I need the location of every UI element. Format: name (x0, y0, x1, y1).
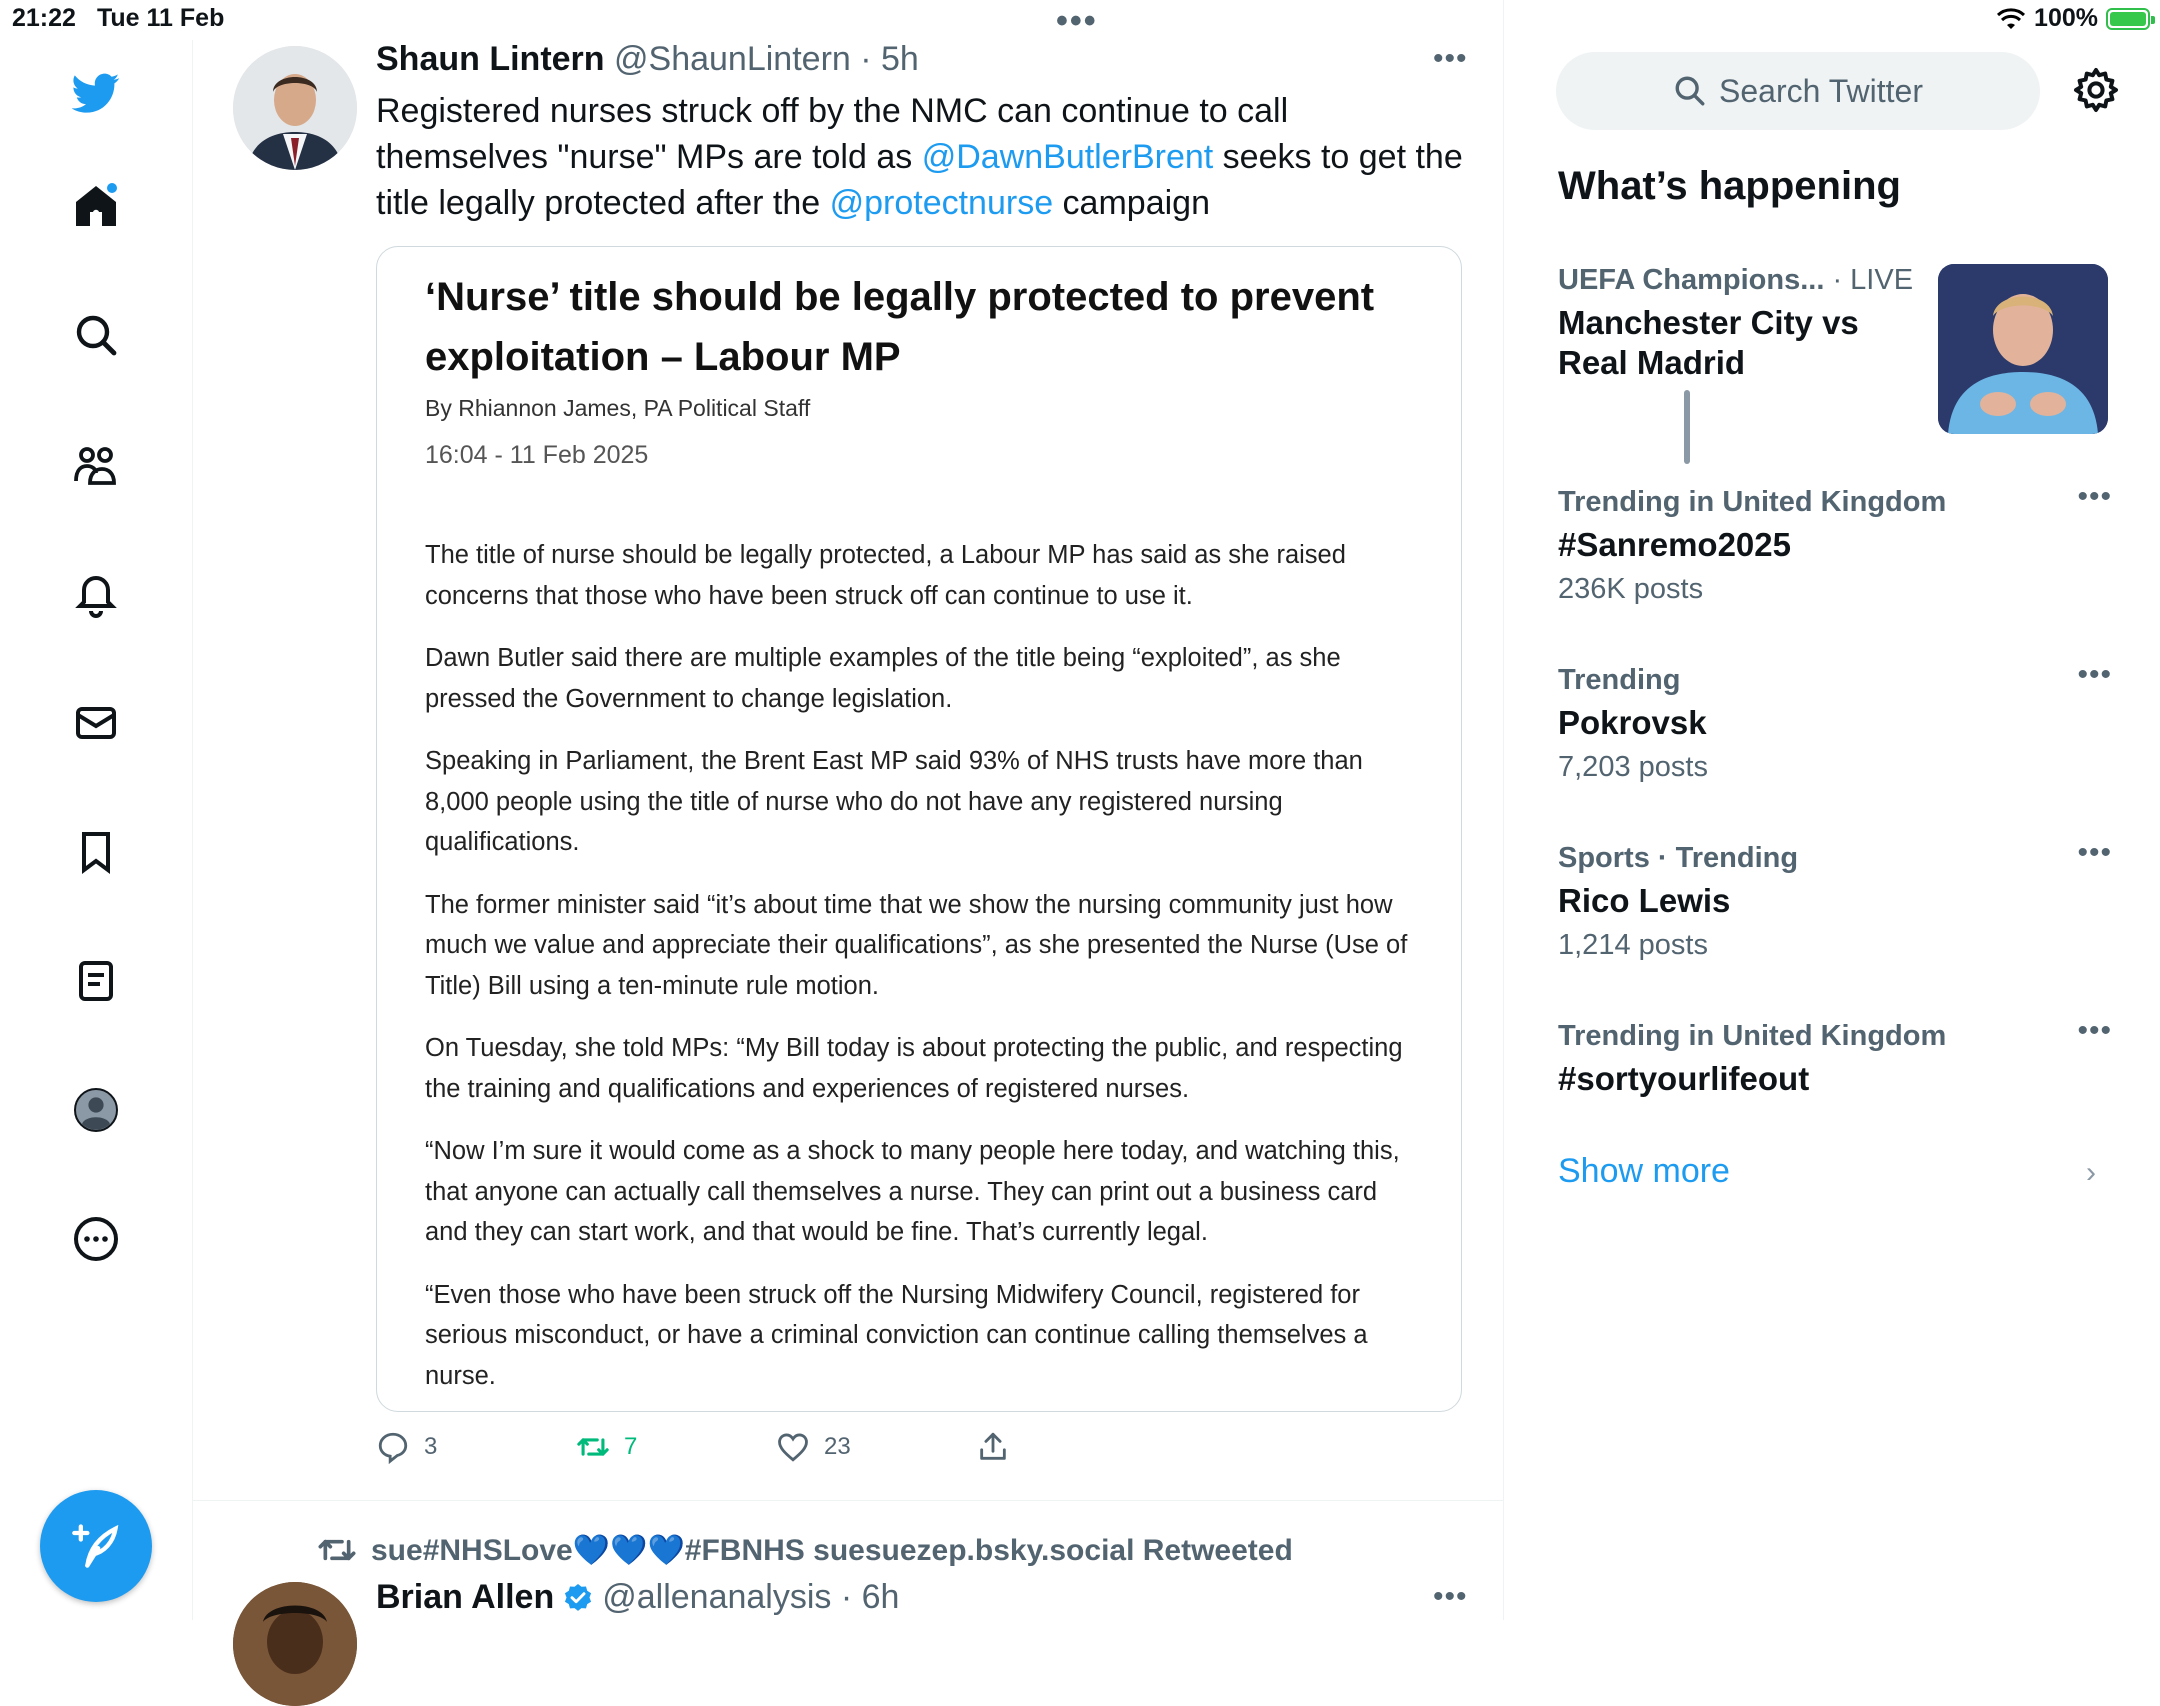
twitter-logo-icon[interactable] (66, 63, 126, 123)
article-body (425, 535, 1425, 1412)
trend-item[interactable] (1558, 480, 2118, 606)
retweet-icon (576, 1430, 610, 1464)
scrollbar[interactable] (1684, 390, 1690, 464)
tweet-text-part: Registered nurses struck off by the NMC can continue to call themselves "nurse" MPs are told as (376, 92, 1289, 176)
trend-count: 1,214 posts (1558, 929, 1708, 961)
trend-topic: Pokrovsk (1558, 704, 1707, 741)
compose-icon (70, 1520, 122, 1572)
trend-topic: Rico Lewis (1558, 882, 1731, 919)
trend-context: Trending in United Kingdom (1558, 1020, 1947, 1052)
show-more-link[interactable]: Show more (1558, 1152, 1730, 1190)
article-timestamp: 16:04 - 11 Feb 2025 (425, 441, 649, 469)
search-placeholder: Search Twitter (1719, 72, 1923, 109)
article-paragraph: The former minister said “it’s about time that we show the nursing community just how much we value and appreciate their qualifications”, as she presented the Nurse (Use of Title) Bill using a ten-minute rule motion. (425, 890, 1408, 1000)
tweet-more-icon[interactable]: ••• (1433, 1580, 1468, 1613)
retweeted-by[interactable] (317, 1530, 1293, 1570)
communities-icon[interactable] (66, 435, 126, 495)
notifications-icon[interactable] (66, 564, 126, 624)
battery-icon (2106, 8, 2150, 30)
trend-topic: #Sanremo2025 (1558, 526, 1791, 563)
left-navigation (0, 40, 193, 1620)
verified-icon (562, 1582, 594, 1614)
more-icon[interactable] (66, 1209, 126, 1269)
status-time: 21:22 (12, 4, 76, 32)
like-icon (776, 1430, 810, 1464)
tweet-text (376, 88, 1466, 226)
article-paragraph: The title of nurse should be legally protected, a Labour MP has said as she raised concerns that those who have been struck off can continue to use it. (425, 541, 1346, 610)
trend-context-label: UEFA Champions... (1558, 264, 1825, 296)
divider (193, 1500, 1503, 1501)
reply-icon (376, 1430, 410, 1464)
wifi-icon (1996, 7, 2026, 31)
article-title: ‘Nurse’ title should be legally protected to prevent exploitation – Labour MP (425, 275, 1375, 379)
article-paragraph: On Tuesday, she told MPs: “My Bill today is about protecting the public, and respecting the training and qualifications and experiences of registered nurses. (425, 1034, 1403, 1103)
tweet-text-part: campaign (1053, 184, 1210, 222)
trend-item[interactable] (1558, 1014, 2118, 1099)
tweet-text-part: seeks to get the title legally protected after the (376, 138, 1463, 222)
reply-count: 3 (424, 1433, 438, 1460)
tweet-header (376, 40, 919, 79)
retweet-button[interactable] (576, 1430, 637, 1464)
mention-link[interactable]: @protectnurse (829, 184, 1054, 222)
trend-image[interactable] (1938, 264, 2108, 434)
trend-context (1558, 264, 1918, 297)
author-handle-time[interactable]: @ShaunLintern · 5h (614, 40, 919, 78)
compose-tweet-button[interactable] (40, 1490, 152, 1602)
trend-more-icon[interactable]: ••• (2077, 658, 2112, 691)
trend-item[interactable] (1558, 836, 2118, 962)
tweet-header (376, 1578, 899, 1617)
article-paragraph: “Even those who have been struck off the Nursing Midwifery Council, registered for serious misconduct, or have a criminal conviction can continue calling themselves a nurse. (425, 1280, 1368, 1390)
trend-more-icon[interactable]: ••• (2077, 836, 2112, 869)
trend-more-icon[interactable]: ••• (2077, 480, 2112, 513)
trend-count: 7,203 posts (1558, 751, 1708, 783)
trend-topic: Manchester City vs Real Madrid (1558, 304, 1859, 381)
retweet-icon (317, 1530, 357, 1570)
trend-topic: #sortyourlifeout (1558, 1060, 1810, 1097)
article-image-card[interactable] (376, 246, 1462, 1412)
trend-count: 236K posts (1558, 573, 1704, 605)
bookmarks-icon[interactable] (66, 822, 126, 882)
retweet-count: 7 (624, 1433, 638, 1460)
article-byline: By Rhiannon James, PA Political Staff (425, 395, 811, 421)
retweeted-by-label: sue#NHSLove💙💙💙#FBNHS suesuezep.bsky.social Retweeted (371, 1533, 1293, 1567)
trend-context: Sports · Trending (1558, 842, 1799, 874)
trend-item[interactable] (1558, 264, 1918, 383)
search-icon (1673, 74, 1707, 108)
tweet-more-icon[interactable]: ••• (1433, 42, 1468, 75)
trend-context: Trending (1558, 664, 1681, 696)
multitasking-dots-icon[interactable]: ••• (1056, 2, 1098, 40)
article-paragraph: Speaking in Parliament, the Brent East MP said 93% of NHS trusts have more than 8,000 people using the title of nurse who do not have any registered nursing qualifications. (425, 747, 1363, 856)
author-handle-time[interactable]: @allenanalysis · 6h (602, 1578, 900, 1616)
avatar[interactable] (233, 1582, 357, 1706)
home-icon[interactable] (66, 176, 126, 236)
author-name[interactable]: Brian Allen (376, 1578, 555, 1616)
trend-context: Trending in United Kingdom (1558, 486, 1947, 518)
battery-percent: 100% (2034, 4, 2098, 32)
chevron-right-icon[interactable]: › (2086, 1156, 2096, 1189)
lists-icon[interactable] (66, 951, 126, 1011)
trend-item[interactable] (1558, 658, 2118, 784)
author-name[interactable]: Shaun Lintern (376, 40, 605, 78)
like-count: 23 (824, 1433, 851, 1460)
article-paragraph: “Now I’m sure it would come as a shock to many people here today, and watching this, that anyone can actually call themselves a nurse. They can print out a business card and they can start work, and that would be fine. That’s currently legal. (425, 1137, 1400, 1246)
share-button[interactable] (976, 1430, 1010, 1464)
share-icon (976, 1430, 1010, 1464)
explore-icon[interactable] (66, 305, 126, 365)
profile-icon[interactable] (66, 1080, 126, 1140)
avatar[interactable] (233, 46, 357, 170)
timeline[interactable] (193, 0, 1504, 1620)
settings-icon[interactable] (2072, 66, 2120, 114)
messages-icon[interactable] (66, 693, 126, 753)
trend-more-icon[interactable]: ••• (2077, 1014, 2112, 1047)
article-paragraph: Dawn Butler said there are multiple examples of the title being “exploited”, as she pressed the Government to change legislation. (425, 644, 1341, 713)
search-input[interactable] (1556, 52, 2040, 130)
status-right (1996, 4, 2150, 33)
mention-link[interactable]: @DawnButlerBrent (921, 138, 1214, 176)
reply-button[interactable] (376, 1430, 437, 1464)
live-label: · LIVE (1824, 264, 1914, 296)
status-date: Tue 11 Feb (97, 4, 225, 32)
like-button[interactable] (776, 1430, 851, 1464)
whats-happening-title: What’s happening (1558, 164, 1901, 208)
